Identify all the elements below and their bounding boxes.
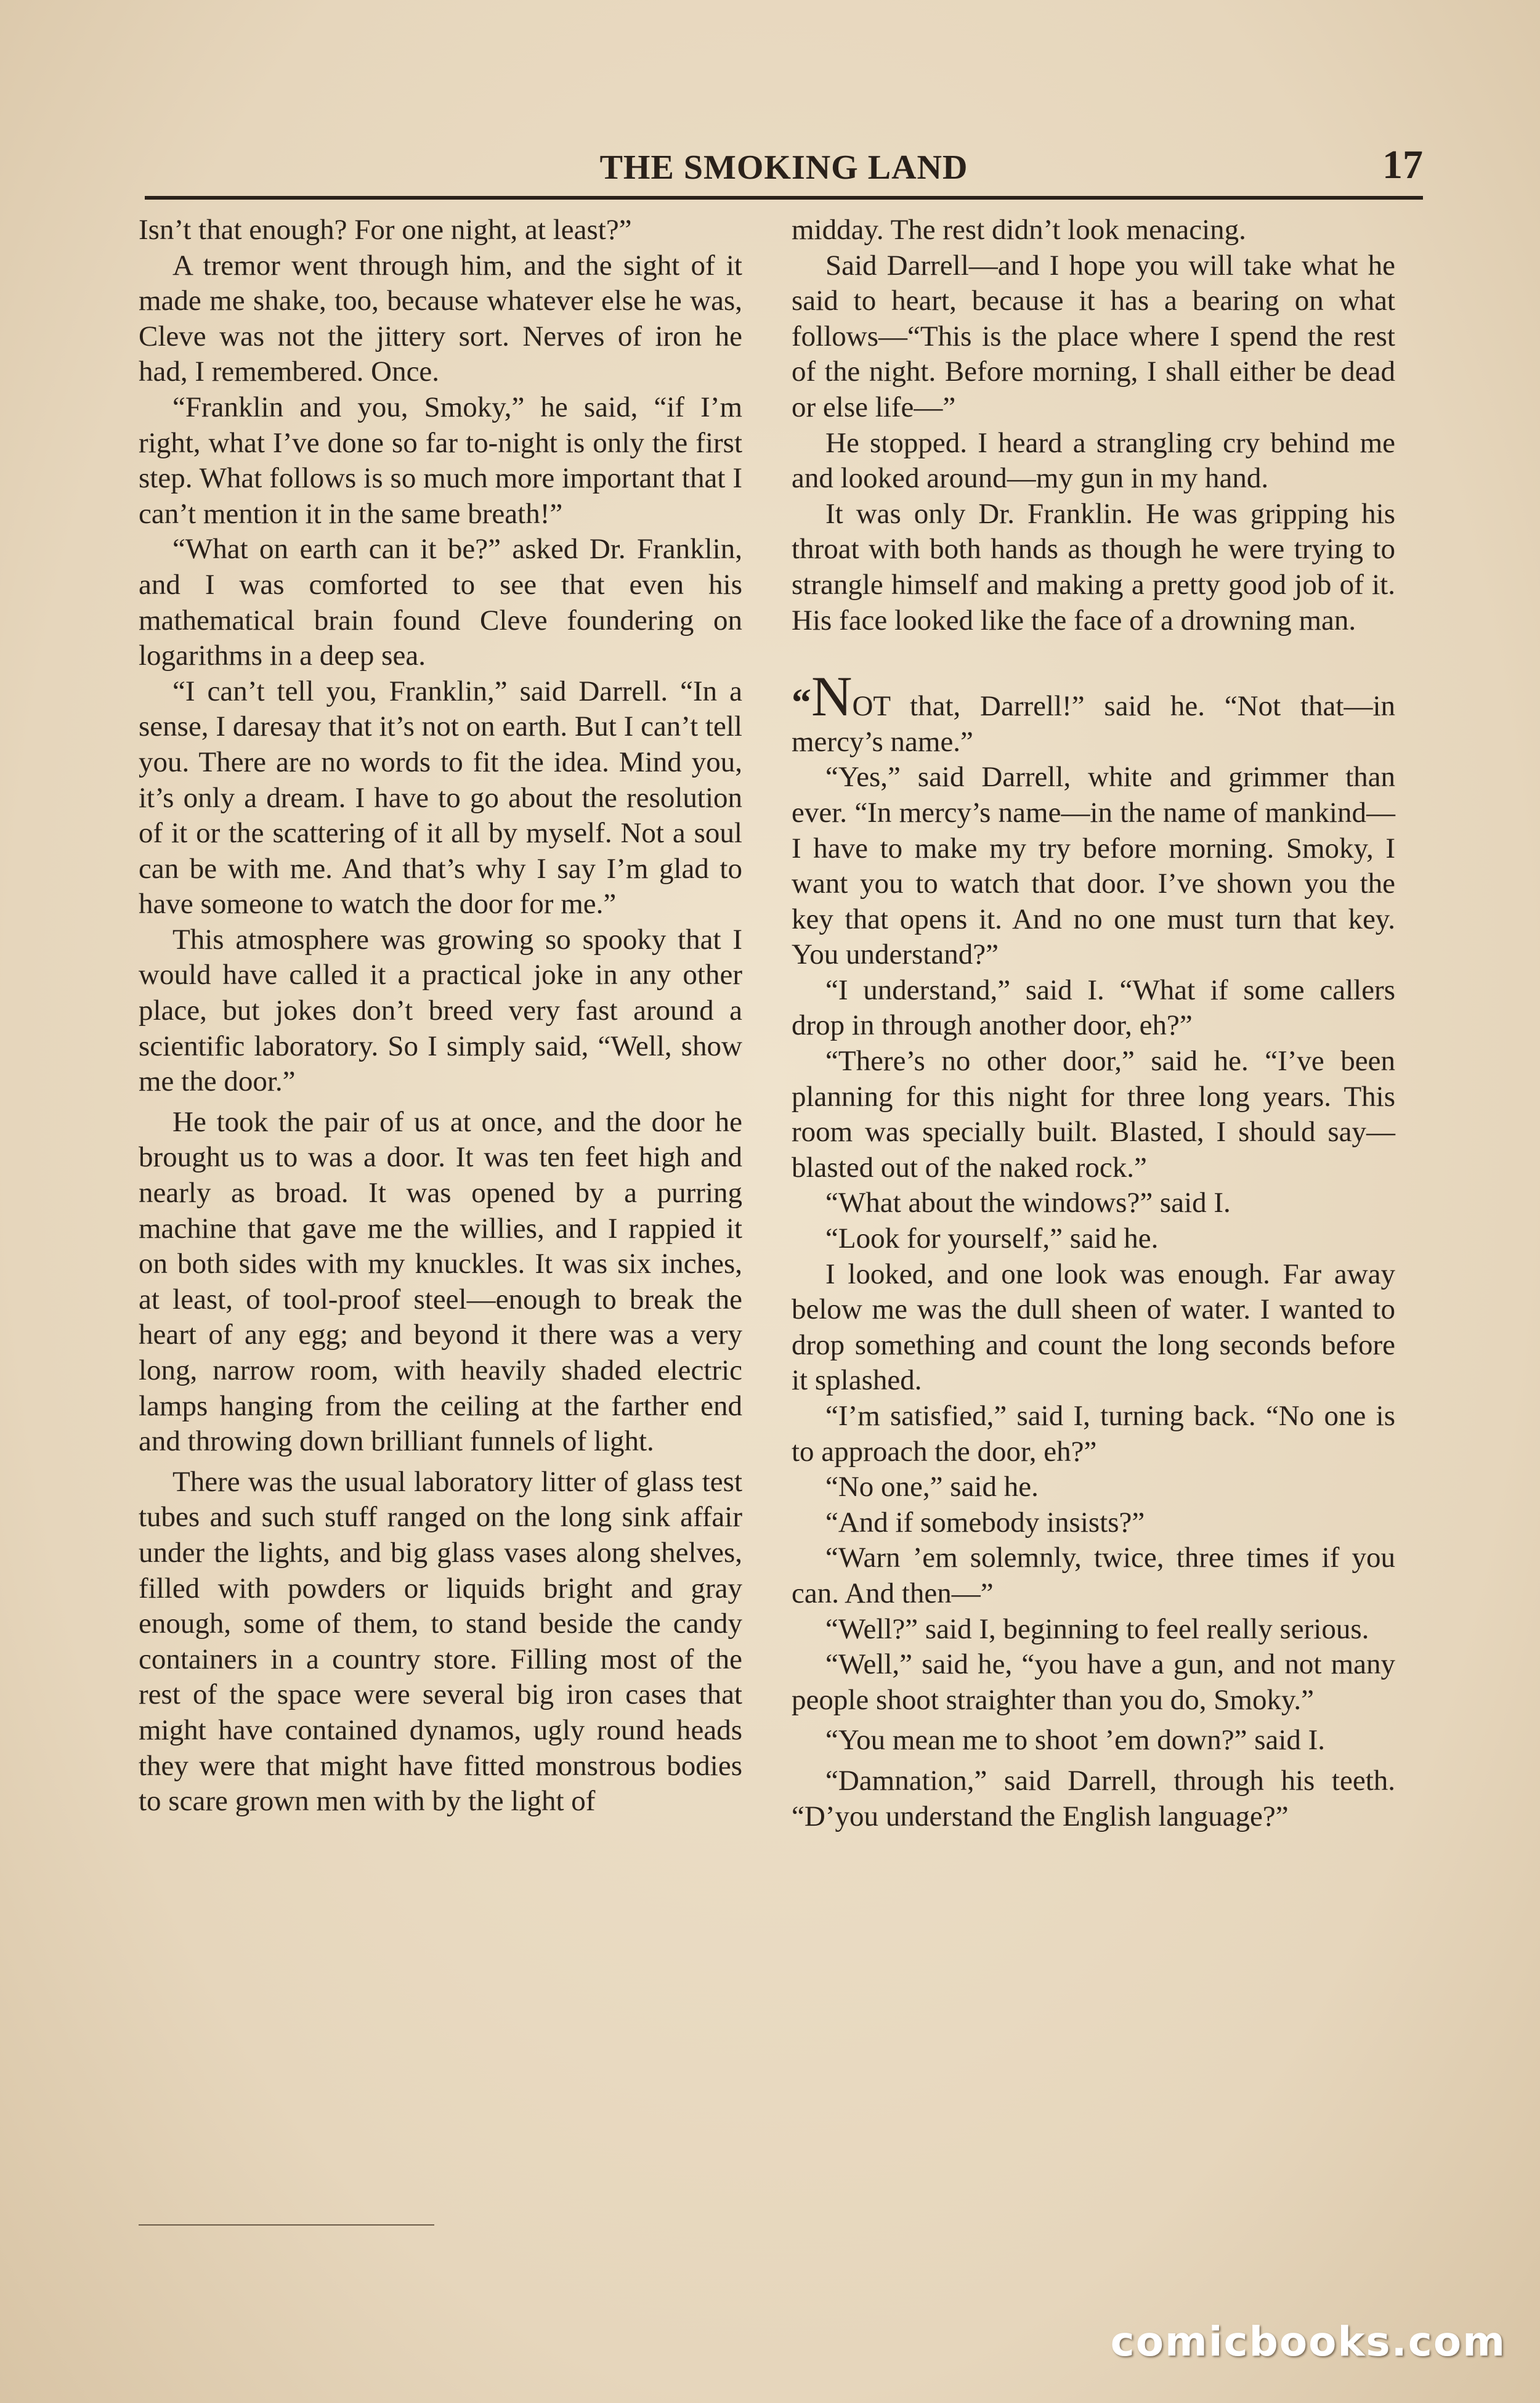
paragraph: “Franklin and you, Smoky,” he said, “if I’m right, what I’ve done so far to-night is only the first step. What follows is so much more important that I can’t mention it in the same breath!”: [139, 391, 742, 530]
header-rule: [145, 196, 1423, 200]
paragraph: “No one,” said he.: [825, 1471, 1039, 1503]
section-opening-paragraph: [792, 665, 1395, 760]
site-watermark: comicbooks.com: [1110, 2318, 1506, 2365]
paragraph: “What on earth can it be?” asked Dr. Franklin, and I was comforted to see that even his mathematical brain found Cleve foundering on logarithms in a deep sea.: [139, 533, 742, 672]
paragraph: This atmosphere was growing so spooky that I would have called it a practical joke in any other place, but jokes don’t breed very fast around a scientific laboratory. So I simply said, “Well, show me the door.”: [139, 923, 742, 1098]
paragraph: midday. The rest didn’t look menacing.: [792, 214, 1246, 246]
running-header: [145, 142, 1423, 198]
paragraph: “Well,” said he, “you have a gun, and not many people shoot straighter than you do, Smoky.”: [792, 1648, 1395, 1716]
paragraph: He stopped. I heard a strangling cry behind me and looked around—my gun in my hand.: [792, 426, 1395, 495]
paragraph: He took the pair of us at once, and the door he brought us to was a door. It was ten feet high and nearly as broad. It was opened by a purring machine that gave me the willies, and I rappied it on both sides with my knuckles. It was six inches, at least, of tool-proof steel—enough to break the heart of any egg; and beyond it there was a very long, narrow room, with heavily shaded electric lamps hanging from the ceiling at the farther end and throwing down brilliant funnels of light.: [139, 1105, 742, 1458]
right-column: [792, 213, 1395, 1834]
running-title: THE SMOKING LAND: [599, 148, 968, 187]
paragraph: “Damnation,” said Darrell, through his teeth. “D’you understand the English language?”: [792, 1764, 1395, 1832]
paragraph: It was only Dr. Franklin. He was gripping his throat with both hands as though he were trying to strangle himself and making a pretty good job of it. His face looked like the face of a drowning man.: [792, 497, 1395, 636]
drop-cap: N: [811, 665, 853, 728]
paragraph: “What about the windows?” said I.: [825, 1187, 1231, 1219]
paragraph: “You mean me to shoot ’em down?” said I.: [825, 1724, 1326, 1757]
paragraph: “I’m satisfied,” said I, turning back. “No one is to approach the door, eh?”: [792, 1400, 1395, 1468]
paragraph: “Warn ’em solemnly, twice, three times if you can. And then—”: [792, 1542, 1395, 1609]
section-opening-text: OT that, Darrell!” said he. “Not that—in mercy’s name.”: [792, 690, 1395, 758]
paragraph: “Yes,” said Darrell, white and grimmer than ever. “In mercy’s name—in the name of mankind—I have to make my try before morning. Smoky, I want you to watch that door. I’ve shown you the key that opens it. And no one must turn that key. You understand?”: [792, 761, 1395, 971]
paragraph: Said Darrell—and I hope you will take what he said to heart, because it has a bearing on what follows—“This is the place where I spend the rest of the night. Before morning, I shall either be dead or else life—”: [792, 249, 1395, 423]
left-column: [139, 213, 742, 1820]
paragraph: “I can’t tell you, Franklin,” said Darrell. “In a sense, I daresay that it’s not on earth. But I can’t tell you. There are no words to fit the idea. Mind you, it’s only a dream. I have to go about the resolution of it or the scattering of it all by myself. Not a soul can be with me. And that’s why I say I’m glad to have someone to watch the door for me.”: [139, 675, 742, 921]
paragraph: “And if somebody insists?”: [825, 1506, 1145, 1539]
paragraph: “Well?” said I, beginning to feel really serious.: [825, 1612, 1369, 1645]
paragraph: “I understand,” said I. “What if some callers drop in through another door, eh?”: [792, 974, 1395, 1042]
page-number: 17: [1382, 142, 1423, 187]
opening-quote-mark: “: [792, 680, 811, 725]
paragraph: “Look for yourself,” said he.: [825, 1222, 1159, 1255]
footer-rule: [139, 2224, 434, 2226]
paragraph: Isn’t that enough? For one night, at least?”: [139, 214, 632, 246]
paragraph: I looked, and one look was enough. Far away below me was the dull sheen of water. I wanted to drop something and count the long seconds before it splashed.: [792, 1258, 1395, 1397]
paragraph: A tremor went through him, and the sight of it made me shake, too, because whatever else he was, Cleve was not the jittery sort. Nerves of iron he had, I remembered. Once.: [139, 249, 742, 388]
paragraph: “There’s no other door,” said he. “I’ve been planning for this night for three long years. This room was specially built. Blasted, I should say—blasted out of the naked rock.”: [792, 1045, 1395, 1184]
paragraph: There was the usual laboratory litter of glass test tubes and such stuff ranged on the long sink affair under the lights, and big glass vases along shelves, filled with powders or liquids bright and gray enough, some of them, to stand beside the candy containers in a country store. Filling most of the rest of the space were several big iron cases that might have contained dynamos, ugly round heads they were that might have fitted monstrous bodies to scare grown men with by the light of: [139, 1465, 742, 1818]
